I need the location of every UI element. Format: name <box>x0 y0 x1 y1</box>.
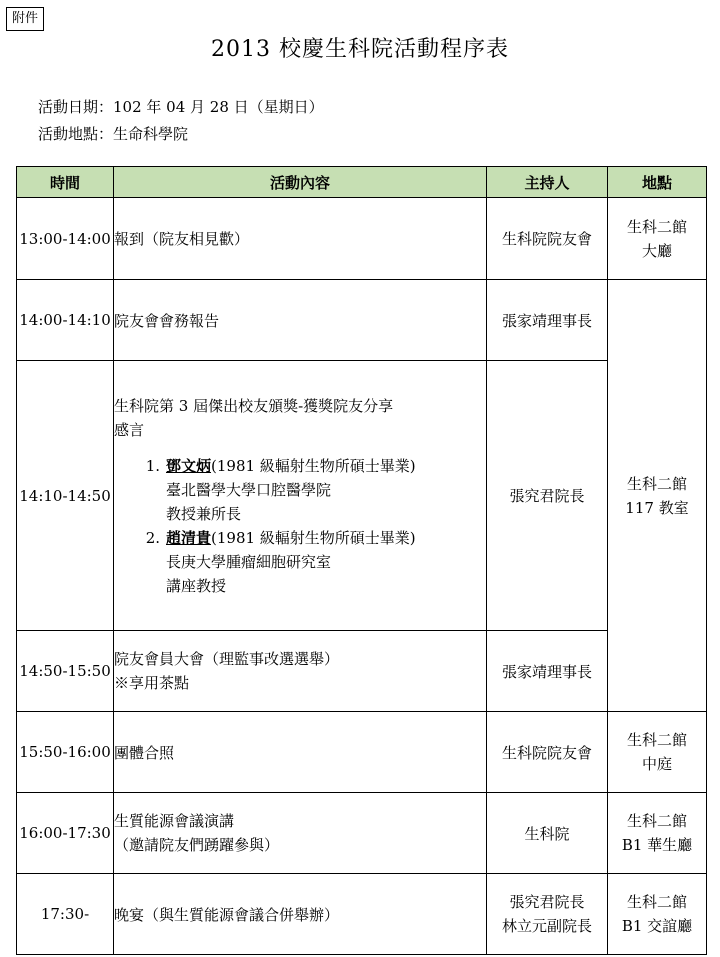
place-line: 生科二館 <box>626 217 687 236</box>
awardee-line: 長庚大學腫瘤細胞研究室 <box>166 552 332 571</box>
awardee-name: 鄧文炳 <box>166 456 212 475</box>
row-place <box>608 198 707 280</box>
place-line: B1 華生廳 <box>621 836 693 854</box>
row-place <box>608 280 707 712</box>
awardee-line: 臺北醫學大學口腔醫學院 <box>166 480 332 499</box>
row-host: 張究君院長 <box>487 361 608 631</box>
place-line: 生科二館 <box>626 812 687 830</box>
header-host: 主持人 <box>487 167 608 198</box>
list-item <box>114 526 486 598</box>
awardee-detail: (1981 級輻射生物所碩士畢業) <box>211 528 416 547</box>
place-line: 117 教室 <box>625 498 689 517</box>
row-time: 14:50-15:50 <box>17 631 114 712</box>
row-content <box>114 361 487 631</box>
place-line: B1 交誼廳 <box>621 917 693 935</box>
list-item <box>114 454 486 526</box>
row-content: 團體合照 <box>114 712 487 793</box>
table-row <box>17 874 707 955</box>
place-line: 生科二館 <box>626 893 687 911</box>
awardee-line: 講座教授 <box>166 576 227 595</box>
place-line: 大廳 <box>641 241 672 260</box>
place-line: 生科二館 <box>626 474 687 493</box>
row-time: 14:10-14:50 <box>17 361 114 631</box>
header-time: 時間 <box>17 167 114 198</box>
page-title: 2013 校慶生科院活動程序表 <box>211 37 509 62</box>
row-time: 13:00-14:00 <box>17 198 114 280</box>
table-row <box>17 793 707 874</box>
header-content: 活動內容 <box>114 167 487 198</box>
attachment-tag: 附件 <box>6 7 44 31</box>
row-time: 14:00-14:10 <box>17 280 114 361</box>
schedule-table <box>16 166 707 955</box>
content-line: 生科院第 3 屆傑出校友頒獎-獲獎院友分享 <box>114 396 394 415</box>
place-line: 中庭 <box>641 755 672 773</box>
content-line: 感言 <box>114 420 145 439</box>
row-host: 張家靖理事長 <box>487 631 608 712</box>
row-host: 生科院 <box>487 793 608 874</box>
row-content: 晚宴（與生質能源會議合併舉辦） <box>114 874 487 955</box>
content-line: ※享用茶點 <box>114 674 190 692</box>
row-time: 15:50-16:00 <box>17 712 114 793</box>
list-number: 2. <box>145 528 160 547</box>
row-time: 17:30- <box>17 874 114 955</box>
table-row <box>17 198 707 280</box>
row-host <box>487 874 608 955</box>
row-host: 生科院院友會 <box>487 712 608 793</box>
table-row <box>17 361 707 631</box>
table-row <box>17 280 707 361</box>
table-header-row <box>17 167 707 198</box>
host-line: 林立元副院長 <box>501 917 592 935</box>
place-line: 生科二館 <box>626 731 687 749</box>
row-place <box>608 712 707 793</box>
row-content: 院友會會務報告 <box>114 280 487 361</box>
row-host: 張家靖理事長 <box>487 280 608 361</box>
row-content <box>114 793 487 874</box>
content-line: 院友會員大會（理監事改選選舉） <box>114 650 340 668</box>
row-host: 生科院院友會 <box>487 198 608 280</box>
awardee-name: 趙清貴 <box>166 528 212 547</box>
header-place: 地點 <box>608 167 707 198</box>
awardee-detail: (1981 級輻射生物所碩士畢業) <box>211 456 416 475</box>
row-content: 報到（院友相見歡） <box>114 198 487 280</box>
row-place <box>608 793 707 874</box>
list-number: 1. <box>145 456 160 475</box>
host-line: 張究君院長 <box>509 893 585 911</box>
awardee-list <box>114 454 486 598</box>
content-line: （邀請院友們踴躍參與） <box>114 836 280 854</box>
content-line: 生質能源會議演講 <box>114 812 235 830</box>
event-place: 活動地點：生命科學院 <box>38 125 189 143</box>
row-place <box>608 874 707 955</box>
table-row <box>17 712 707 793</box>
event-date: 活動日期：102 年 04 月 28 日（星期日） <box>38 98 324 116</box>
awardee-line: 教授兼所長 <box>166 504 242 523</box>
row-content <box>114 631 487 712</box>
row-time: 16:00-17:30 <box>17 793 114 874</box>
table-row <box>17 631 707 712</box>
